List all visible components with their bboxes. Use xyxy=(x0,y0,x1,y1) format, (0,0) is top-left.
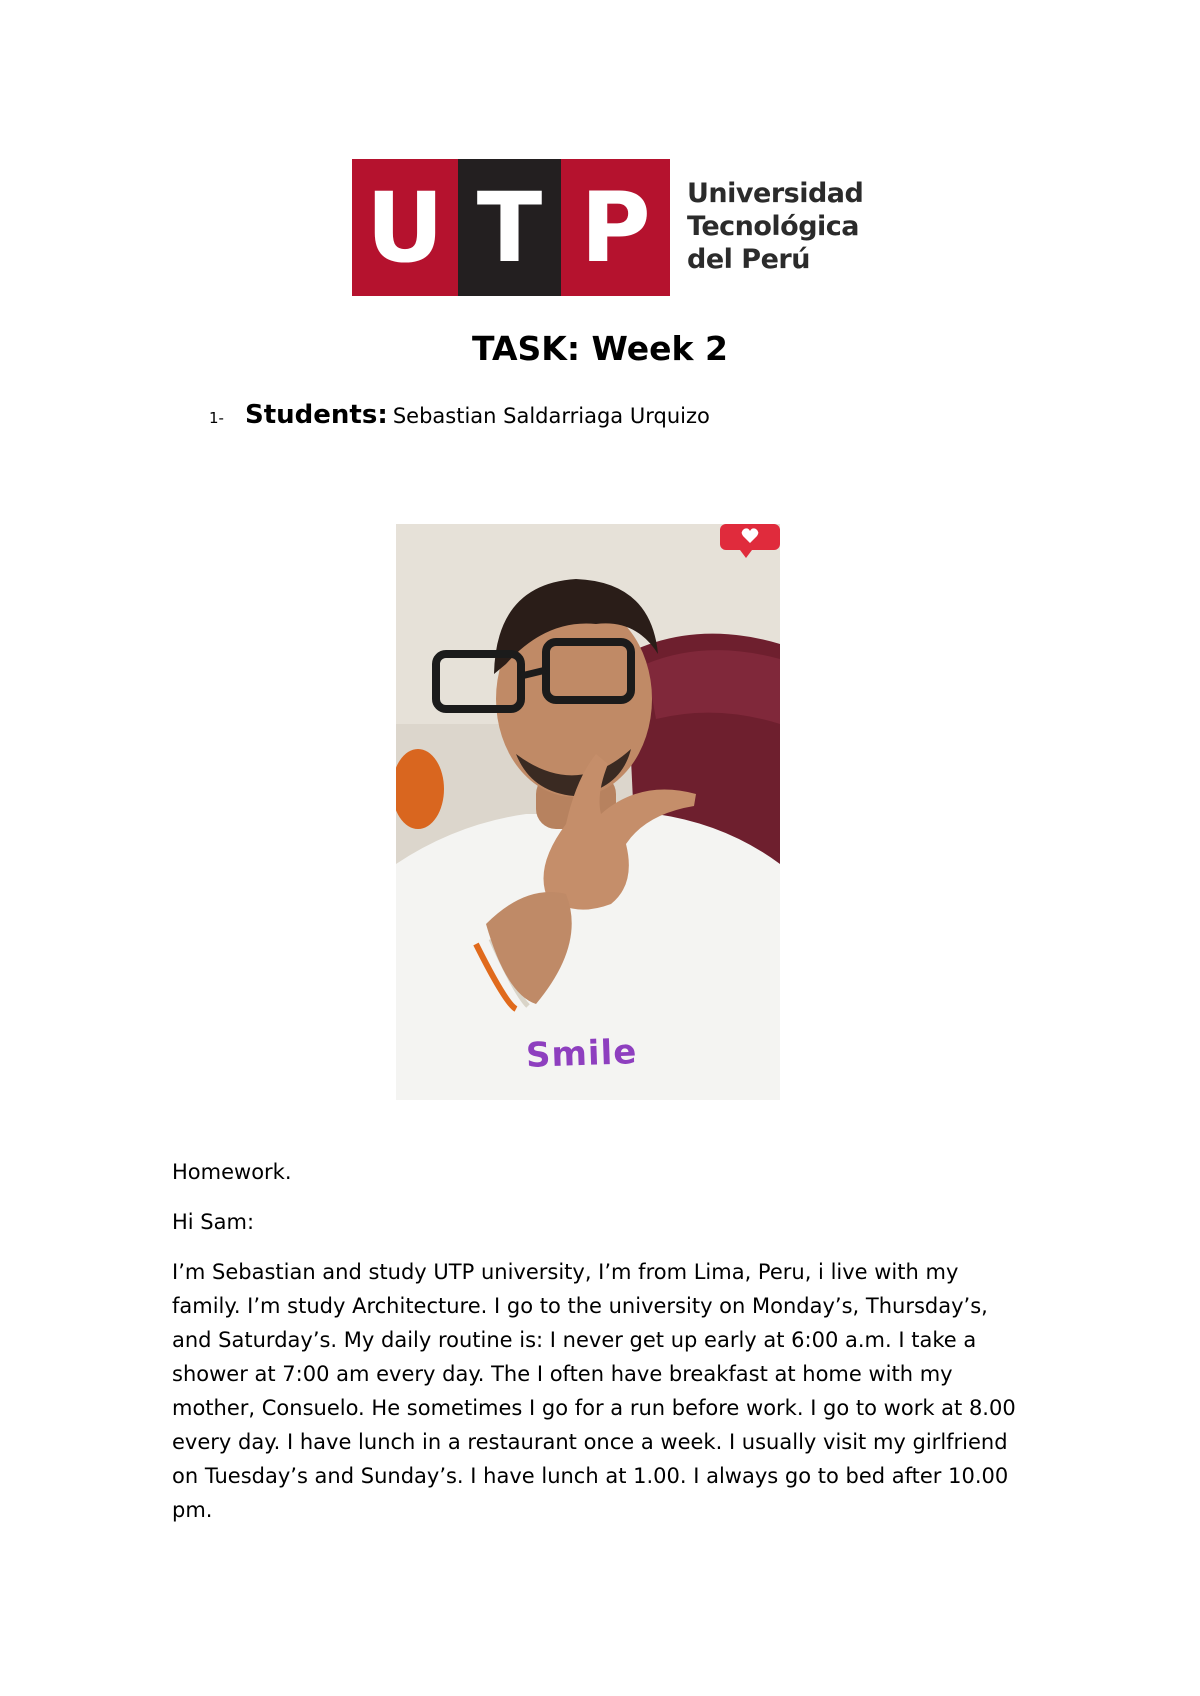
paragraph-line: and Saturday’s. My daily routine is: I never get up early at 6:00 a.m. I take a xyxy=(172,1328,977,1352)
students-label: Students: xyxy=(245,400,388,430)
paragraph-line: mother, Consuelo. He sometimes I go for a run before work. I go to work at 8.00 xyxy=(172,1396,1016,1420)
page-title: TASK: Week 2 xyxy=(472,329,728,368)
paragraph-line: pm. xyxy=(172,1498,213,1522)
paragraph-line: I’m Sebastian and study UTP university, I’m from Lima, Peru, i live with my xyxy=(172,1260,959,1284)
logo-name-line: Universidad xyxy=(687,178,864,209)
heart-sticker-icon xyxy=(720,524,780,560)
paragraph-line: family. I’m study Architecture. I go to the university on Monday’s, Thursday’s, xyxy=(172,1294,988,1318)
student-photo xyxy=(396,524,780,1100)
student-name: Sebastian Saldarriaga Urquizo xyxy=(392,404,710,428)
logo-block-u: U xyxy=(352,159,458,296)
paragraph-line: on Tuesday’s and Sunday’s. I have lunch at 1.00. I always go to bed after 10.00 xyxy=(172,1464,1009,1488)
logo-letter-blocks xyxy=(352,159,670,296)
photo-illustration xyxy=(396,524,780,1100)
logo-block-t: T xyxy=(458,159,561,296)
utp-logo xyxy=(352,159,864,296)
logo-name-line: Tecnológica xyxy=(687,211,860,242)
homework-section xyxy=(172,1155,1042,1543)
students-line xyxy=(209,400,710,436)
homework-heading: Homework. xyxy=(172,1160,292,1184)
paragraph-line: shower at 7:00 am every day. The I often have breakfast at home with my xyxy=(172,1362,953,1386)
logo-name-line: del Perú xyxy=(687,244,810,275)
list-marker: 1- xyxy=(209,409,224,427)
greeting: Hi Sam: xyxy=(172,1210,255,1234)
paragraph-line: every day. I have lunch in a restaurant once a week. I usually visit my girlfriend xyxy=(172,1430,1008,1454)
smile-sticker: Smile xyxy=(525,1032,638,1076)
logo-block-p: P xyxy=(561,159,670,296)
homework-paragraph xyxy=(172,1255,1042,1527)
logo-university-name xyxy=(687,177,864,276)
